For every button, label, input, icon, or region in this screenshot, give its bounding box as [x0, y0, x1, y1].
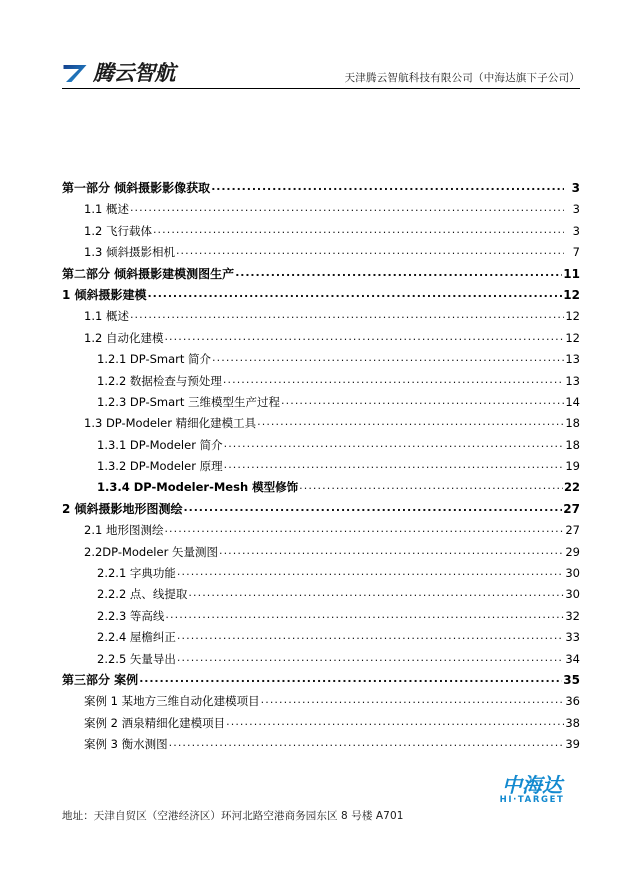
toc-leader-dots [165, 606, 564, 625]
toc-entry[interactable] [62, 734, 580, 755]
toc-entry-page-number: 11 [563, 266, 580, 281]
toc-entry[interactable] [62, 627, 580, 648]
toc-leader-dots [130, 199, 564, 218]
toc-entry[interactable] [62, 392, 580, 413]
toc-leader-dots [261, 691, 564, 710]
toc-leader-dots [299, 477, 563, 496]
toc-entry-page-number: 18 [565, 437, 580, 452]
toc-entry-page-number: 14 [565, 394, 580, 409]
toc-entry-page-number: 13 [565, 373, 580, 388]
toc-entry[interactable] [62, 499, 580, 520]
toc-entry-label: 第二部分 倾斜摄影建模测图生产 [62, 266, 235, 281]
toc-leader-dots [177, 649, 564, 668]
toc-entry[interactable] [62, 477, 580, 498]
toc-entry-label: 2.2.5 矢量导出 [97, 651, 176, 666]
toc-entry-label: 2.2.1 字典功能 [97, 566, 176, 581]
toc-entry-page-number: 34 [565, 651, 580, 666]
brand-wordmark: 腾云智航 [93, 60, 175, 85]
toc-entry[interactable] [62, 349, 580, 370]
toc-entry-page-number: 27 [565, 523, 580, 538]
toc-entry-page-number: 3 [571, 181, 580, 195]
toc-entry-label: 1.3.2 DP-Modeler 原理 [97, 459, 223, 474]
toc-entry-label: 1.3 倾斜摄影相机 [84, 245, 175, 260]
toc-entry-label: 案例 2 酒泉精细化建模项目 [84, 715, 226, 730]
arrow-seven-icon [62, 63, 88, 83]
toc-entry-page-number: 30 [565, 566, 580, 581]
toc-entry-page-number: 36 [565, 694, 580, 709]
toc-entry[interactable] [62, 649, 580, 670]
toc-leader-dots [211, 178, 564, 197]
toc-entry-page-number: 33 [565, 630, 580, 645]
toc-entry-page-number: 38 [565, 715, 580, 730]
toc-entry-label: 1.2.3 DP-Smart 三维模型生产过程 [97, 394, 281, 409]
company-name: 天津腾云智航科技有限公司（中海达旗下子公司） [344, 72, 580, 84]
toc-entry-page-number: 3 [572, 202, 580, 217]
toc-entry[interactable] [62, 199, 580, 220]
toc-entry-page-number: 30 [565, 587, 580, 602]
toc-entry-label: 1.3 DP-Modeler 精细化建模工具 [84, 416, 257, 431]
toc-entry-page-number: 12 [563, 287, 580, 302]
page-footer [62, 775, 580, 835]
toc-entry-label: 2.2DP-Modeler 矢量测图 [84, 544, 218, 559]
toc-entry-page-number: 3 [572, 223, 580, 238]
page-header [62, 55, 580, 91]
toc-entry-label: 1.1 概述 [84, 309, 129, 324]
toc-entry[interactable] [62, 371, 580, 392]
toc-leader-dots [130, 306, 564, 325]
toc-leader-dots [164, 520, 564, 539]
toc-entry[interactable] [62, 285, 580, 306]
toc-entry[interactable] [62, 584, 580, 605]
footer-address: 地址：天津自贸区（空港经济区）环河北路空港商务园东区 8 号楼 A701 [62, 810, 404, 822]
toc-entry[interactable] [62, 435, 580, 456]
toc-entry-page-number: 22 [563, 480, 580, 495]
toc-leader-dots [153, 221, 564, 240]
toc-entry-page-number: 12 [565, 309, 580, 324]
toc-entry[interactable] [62, 713, 580, 734]
toc-entry-page-number: 27 [563, 501, 580, 516]
toc-entry-label: 2.2.4 屋檐纠正 [97, 630, 176, 645]
toc-leader-dots [169, 734, 564, 753]
toc-entry-page-number: 7 [572, 245, 580, 260]
hi-target-logo [484, 775, 580, 805]
toc-entry-label: 2 倾斜摄影地形图测绘 [62, 501, 183, 516]
toc-entry[interactable] [62, 178, 580, 199]
toc-leader-dots [223, 371, 564, 390]
toc-leader-dots [226, 713, 564, 732]
header-divider [62, 88, 580, 89]
toc-entry[interactable] [62, 413, 580, 434]
toc-entry-label: 1 倾斜摄影建模 [62, 287, 147, 302]
toc-leader-dots [139, 670, 562, 689]
toc-entry[interactable] [62, 264, 580, 285]
toc-entry-page-number: 19 [565, 459, 580, 474]
toc-entry[interactable] [62, 606, 580, 627]
toc-entry-label: 2.2.2 点、线提取 [97, 587, 188, 602]
toc-leader-dots [164, 328, 564, 347]
toc-entry[interactable] [62, 306, 580, 327]
toc-leader-dots [257, 413, 564, 432]
toc-entry-page-number: 35 [563, 672, 580, 687]
toc-entry-page-number: 29 [565, 544, 580, 559]
toc-entry[interactable] [62, 542, 580, 563]
toc-leader-dots [224, 456, 564, 475]
toc-leader-dots [148, 285, 563, 304]
toc-leader-dots [235, 264, 562, 283]
toc-entry-label: 第三部分 案例 [62, 672, 139, 687]
toc-leader-dots [177, 563, 564, 582]
toc-leader-dots [281, 392, 564, 411]
toc-entry[interactable] [62, 328, 580, 349]
toc-entry-label: 1.2 自动化建模 [84, 330, 164, 345]
toc-entry-label: 第一部分 倾斜摄影影像获取 [62, 181, 211, 195]
toc-entry-label: 1.2 飞行载体 [84, 223, 152, 238]
toc-entry-label: 2.2.3 等高线 [97, 608, 165, 623]
toc-leader-dots [188, 584, 564, 603]
toc-leader-dots [212, 349, 564, 368]
table-of-contents [62, 178, 580, 756]
toc-entry[interactable] [62, 563, 580, 584]
toc-leader-dots [184, 499, 563, 518]
toc-entry-page-number: 32 [565, 608, 580, 623]
toc-entry-label: 1.3.1 DP-Modeler 简介 [97, 437, 223, 452]
toc-entry[interactable] [62, 691, 580, 712]
toc-entry-label: 1.1 概述 [84, 202, 129, 217]
toc-entry[interactable] [62, 456, 580, 477]
toc-entry-page-number: 12 [565, 330, 580, 345]
toc-leader-dots [177, 627, 564, 646]
toc-leader-dots [219, 542, 564, 561]
toc-entry-page-number: 18 [565, 416, 580, 431]
toc-entry[interactable] [62, 242, 580, 263]
toc-entry-label: 案例 3 衡水测图 [84, 737, 168, 752]
toc-entry[interactable] [62, 670, 580, 691]
toc-entry-label: 1.3.4 DP-Modeler-Mesh 模型修饰 [97, 480, 299, 495]
header-row [62, 55, 580, 89]
hi-target-wordmark: 中海达 [502, 773, 562, 797]
toc-entry-label: 案例 1 某地方三维自动化建模项目 [84, 694, 260, 709]
hi-target-subtitle: HI·TARGET [499, 795, 565, 805]
toc-entry[interactable] [62, 520, 580, 541]
toc-entry-label: 1.2.2 数据检查与预处理 [97, 373, 222, 388]
toc-entry-page-number: 39 [565, 737, 580, 752]
brand-logo [62, 58, 175, 89]
toc-entry[interactable] [62, 221, 580, 242]
toc-entry-label: 1.2.1 DP-Smart 简介 [97, 352, 212, 367]
toc-entry-label: 2.1 地形图测绘 [84, 523, 164, 538]
toc-entry-page-number: 13 [565, 352, 580, 367]
toc-leader-dots [224, 435, 564, 454]
toc-leader-dots [176, 242, 564, 261]
